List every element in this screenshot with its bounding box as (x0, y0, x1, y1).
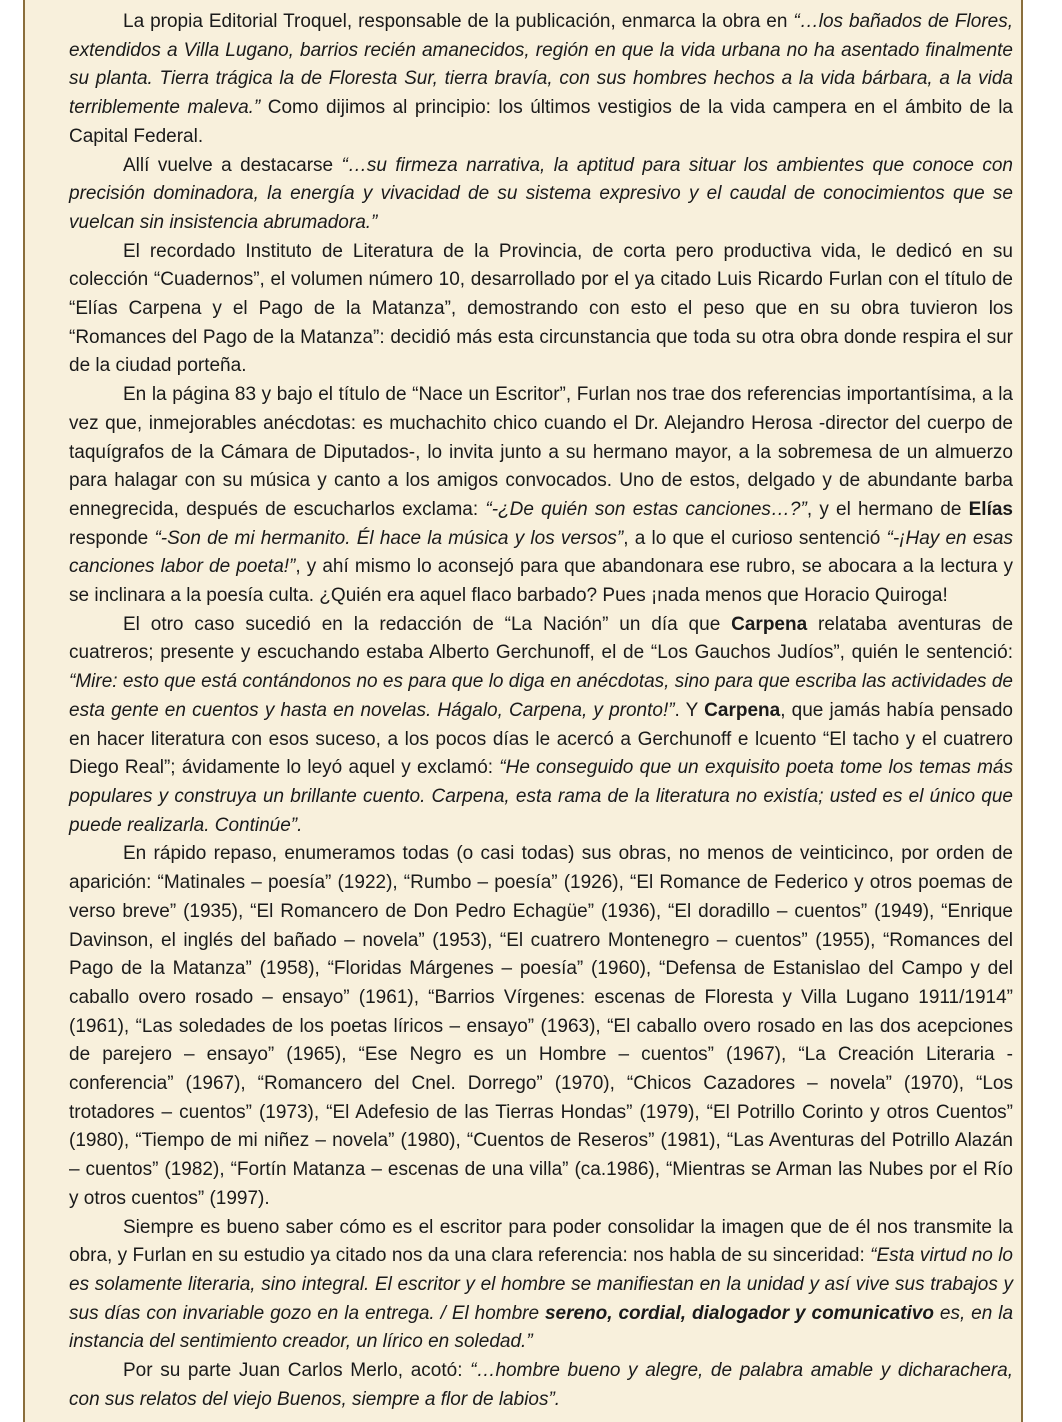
paragraph-4 (69, 381, 1013, 611)
article-body (69, 8, 1013, 1414)
text-run: La propia Editorial Troquel, responsable de la publicación, enmarca la obra en (123, 11, 794, 32)
text-run: El otro caso sucedió en la redacción de “La Nación” un día que (123, 613, 732, 635)
paragraph-8 (69, 1357, 1013, 1414)
text-run: “He conseguido que un exquisito poeta tome los temas más populares y construya un brillante cuento. Carpena, esta rama de la literatura no existía; usted es el único que puede realizarla. Continúe”. (69, 757, 1013, 836)
text-run: Siempre es bueno saber cómo es el escritor para poder consolidar la imagen que de él nos transmite la obra, y Furlan en su estudio ya citado nos da una clara referencia: nos habla de su sinceridad: (69, 1216, 1013, 1267)
text-run: “…su firmeza narrativa, la aptitud para situar los ambientes que conoce con precisión dominadora, la energía y vivacidad de su sistema expresivo y el caudal de conocimientos que se vuelcan sin insistencia abrumadora.” (69, 154, 1013, 233)
text-run: Carpena (704, 699, 781, 721)
text-run: , y ahí mismo lo aconsejó para que abandonara ese rubro, se abocara a la lectura y se inclinara a la poesía culta. ¿Quién era aquel flaco barbado? Pues ¡nada menos que Horacio Quiroga! (69, 556, 1013, 607)
text-run: “-¡Hay en esas canciones labor de poeta!” (69, 527, 1013, 578)
text-run: En la página 83 y bajo el título de “Nace un Escritor”, Furlan nos trae dos referencias importantísima, a la vez que, inmejorables anécdotas: es muchachito chico cuando el Dr. Alejandro Herosa -director del cuerpo de taquígrafos de la Cámara de Diputados-, lo invita junto a su hermano mayor, a la sobremesa de un almuerzo para halagar con su música y canto a los amigos convocados. Uno de estos, delgado y de abundante barba ennegrecida, después de escucharlos exclama: (69, 384, 1013, 520)
paragraph-2 (69, 152, 1013, 238)
text-run: “…los bañados de Flores, extendidos a Villa Lugano, barrios recién amanecidos, región en que la vida urbana no ha asentado finalmente su planta. Tierra trágica la de Floresta Sur, tierra bravía, con sus hombres hechos a la vida bárbara, a la vida terriblemente maleva.” (69, 11, 1013, 119)
text-run: relataba aventuras de cuatreros; presente y escuchando estaba Alberto Gerchunoff, el de “Los Gauchos Judíos”, quién le sentenció: (69, 613, 1014, 664)
text-run: “Mire: esto que está contándonos no es para que lo diga en anécdotas, sino para que escriba las actividades de esta gente en cuentos y hasta en novelas. Hágalo, Carpena, y pronto!” (69, 671, 1013, 721)
text-run: , a lo que el curioso sentenció (623, 527, 887, 549)
text-run: En rápido repaso, enumeramos todas (o casi todas) sus obras, no menos de veinticinco, por orden de aparición: “Matinales – poesía” (1922), “Rumbo – poesía” (1926), “El Romance de Federico y otros poemas de verso breve” (1935), “El Romancero de Don Pedro Echagüe” (1936), “El doradillo – cuentos” (1949), “Enrique Davinson, el inglés del bañado – novela” (1953), “El cuatrero Montenegro – cuentos” (1955), “Romances del Pago de la Matanza” (1958), “Floridas Márgenes – poesía” (1960), “Defensa de Estanislao del Campo y del caballo overo rosado – ensayo” (1961), “Barrios Vírgenes: escenas de Floresta y Villa Lugano 1911/1914” (1961), “Las soledades de los poetas líricos – ensayo” (1963), “El caballo overo rosado en las dos acepciones de parejero – ensayo” (1965), “Ese Negro es un Hombre – cuentos” (1967), “La Creación Literaria - conferencia” (1967), “Romancero del Cnel. Dorrego” (1970), “Chicos Cazadores – novela” (1970), “Los trotadores – cuentos” (1973), “El Adefesio de las Tierras Hondas” (1979), “El Potrillo Corinto y otros Cuentos” (1980), “Tiempo de mi niñez – novela” (1980), “Cuentos de Reseros” (1981), “Las Aventuras del Potrillo Alazán – cuentos” (1982), “Fortín Matanza – escenas de una villa” (ca.1986), “Mientras se Arman las Nubes por el Río y otros cuentos” (1997). (69, 843, 1013, 1209)
text-run: “Esta virtud no lo es solamente literaria, sino integral. El escritor y el hombre se manifiestan en la unidad y así vive sus trabajos y sus días con invariable gozo en la entrega. / El hombre (69, 1245, 1013, 1324)
text-run: , que jamás había pensado en hacer literatura con esos suceso, a los pocos días le acercó a Gerchunoff e lcuento “El tacho y el cuatrero Diego Real”; ávidamente lo leyó aquel y exclamó: (69, 699, 1014, 779)
page (23, 0, 1023, 1422)
text-run: . Y (674, 699, 705, 721)
text-run: sereno, cordial, dialogador y comunicativo (544, 1302, 934, 1324)
text-run: El recordado Instituto de Literatura de la Provincia, de corta pero productiva vida, le dedicó en su colección “Cuadernos”, el volumen número 10, desarrollado por el ya citado Luis Ricardo Furlan con el título de “Elías Carpena y el Pago de la Matanza”, demostrando con esto el peso que en su obra tuvieron los “Romances del Pago de la Matanza”: decidió más esta circunstancia que toda su otra obra donde respira el sur de la ciudad porteña. (69, 240, 1013, 377)
text-run: Como dijimos al principio: los últimos vestigios de la vida campera en el ámbito de la Capital Federal. (69, 97, 1013, 147)
paragraph-1 (69, 8, 1013, 152)
text-run: “…hombre bueno y alegre, de palabra amable y dicharachera, con sus relatos del viejo Buenos, siempre a flor de labios”. (69, 1360, 1013, 1410)
text-run: Allí vuelve a destacarse (123, 154, 342, 176)
text-run: “-¿De quién son estas canciones…?” (485, 498, 807, 520)
paragraph-6 (69, 840, 1013, 1213)
paragraph-7 (69, 1214, 1013, 1358)
text-run: , y el hermano de (806, 498, 969, 520)
paragraph-3 (69, 238, 1013, 382)
text-run: “-Son de mi hermanito. Él hace la música y los versos” (154, 527, 624, 549)
text-run: responde (69, 527, 155, 549)
text-run: es, en la instancia del sentimiento creador, un lírico en soledad.” (69, 1302, 1014, 1353)
paragraph-5 (69, 611, 1013, 841)
text-run: Por su parte Juan Carlos Merlo, acotó: (123, 1360, 471, 1382)
text-run: Elías (968, 498, 1013, 520)
text-run: Carpena (731, 613, 808, 635)
